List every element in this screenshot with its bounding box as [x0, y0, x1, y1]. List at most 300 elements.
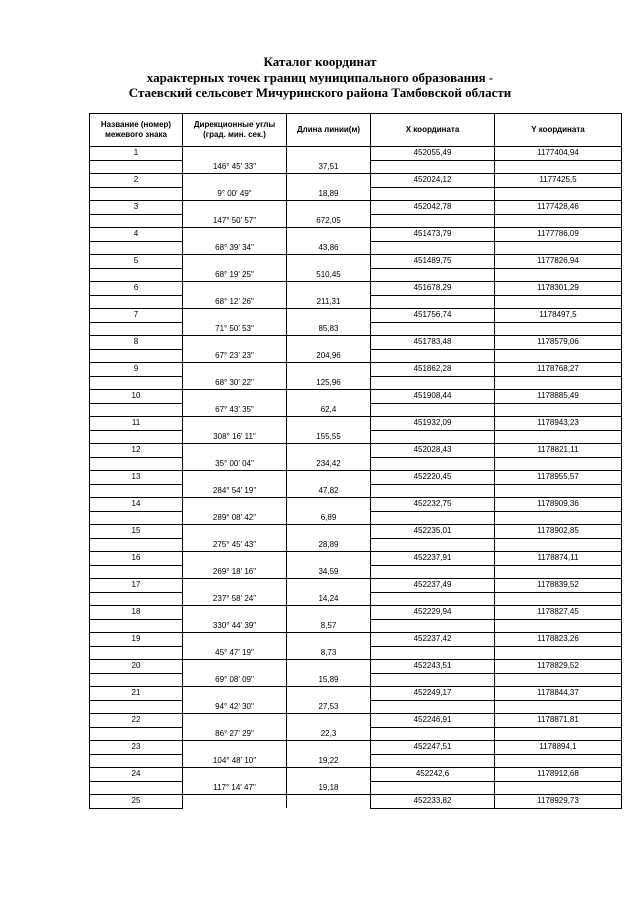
angle-empty — [183, 606, 287, 620]
x-empty — [371, 376, 495, 390]
point-y: 1178821,11 — [495, 444, 622, 458]
segment-angle: 237° 58' 24" — [183, 592, 287, 606]
point-y: 1177428,46 — [495, 201, 622, 215]
point-x: 451862,28 — [371, 363, 495, 377]
segment-length: 204,96 — [287, 349, 371, 363]
angle-empty — [183, 228, 287, 242]
point-name: 6 — [90, 282, 183, 296]
segment-angle: 94° 42' 30" — [183, 700, 287, 714]
segment-angle: 71° 50' 53" — [183, 322, 287, 336]
segment-length: 672,05 — [287, 214, 371, 228]
point-row — [90, 471, 622, 485]
segment-angle: 35° 00' 04" — [183, 457, 287, 471]
point-name: 3 — [90, 201, 183, 215]
x-empty — [371, 484, 495, 498]
point-row — [90, 687, 622, 701]
segment-angle: 147° 50' 57" — [183, 214, 287, 228]
point-x: 452220,45 — [371, 471, 495, 485]
segment-length: 28,89 — [287, 538, 371, 552]
point-row — [90, 228, 622, 242]
point-name: 20 — [90, 660, 183, 674]
point-row — [90, 579, 622, 593]
angle-empty — [183, 255, 287, 269]
name-empty — [90, 646, 183, 660]
name-empty — [90, 160, 183, 174]
segment-angle: 104° 48' 10" — [183, 754, 287, 768]
coordinates-table — [89, 113, 622, 809]
name-empty — [90, 781, 183, 795]
coordinates-body — [90, 147, 622, 809]
segment-row — [90, 160, 622, 174]
y-empty — [495, 241, 622, 255]
point-name: 10 — [90, 390, 183, 404]
length-empty — [287, 660, 371, 674]
point-x: 452247,51 — [371, 741, 495, 755]
point-y: 1178768,27 — [495, 363, 622, 377]
length-empty — [287, 606, 371, 620]
point-y: 1177404,94 — [495, 147, 622, 161]
point-y: 1178955,57 — [495, 471, 622, 485]
segment-row — [90, 565, 622, 579]
length-empty — [287, 741, 371, 755]
point-x: 452242,6 — [371, 768, 495, 782]
y-empty — [495, 511, 622, 525]
point-x: 452243,51 — [371, 660, 495, 674]
name-empty — [90, 268, 183, 282]
angle-empty — [183, 498, 287, 512]
length-empty — [287, 228, 371, 242]
point-x: 452055,49 — [371, 147, 495, 161]
x-empty — [371, 754, 495, 768]
segment-row — [90, 268, 622, 282]
y-empty — [495, 430, 622, 444]
segment-angle: 45° 47' 19" — [183, 646, 287, 660]
angle-empty — [183, 633, 287, 647]
angle-empty — [183, 336, 287, 350]
x-empty — [371, 781, 495, 795]
x-empty — [371, 322, 495, 336]
length-empty — [287, 552, 371, 566]
catalog-title: Каталог координат — [263, 54, 377, 69]
point-y: 1178874,11 — [495, 552, 622, 566]
point-y: 1177425,5 — [495, 174, 622, 188]
y-empty — [495, 376, 622, 390]
x-empty — [371, 538, 495, 552]
segment-length: 155,55 — [287, 430, 371, 444]
segment-row — [90, 754, 622, 768]
x-empty — [371, 241, 495, 255]
length-empty — [287, 309, 371, 323]
length-empty — [287, 687, 371, 701]
point-x: 452237,49 — [371, 579, 495, 593]
point-x: 451678,29 — [371, 282, 495, 296]
angle-empty — [183, 417, 287, 431]
y-empty — [495, 565, 622, 579]
angle-empty — [183, 147, 287, 161]
point-name: 13 — [90, 471, 183, 485]
point-x: 452028,43 — [371, 444, 495, 458]
segment-row — [90, 484, 622, 498]
point-y: 1178912,68 — [495, 768, 622, 782]
point-x: 451489,75 — [371, 255, 495, 269]
y-empty — [495, 457, 622, 471]
y-empty — [495, 754, 622, 768]
point-row — [90, 147, 622, 161]
segment-angle: 69° 08' 09" — [183, 673, 287, 687]
name-empty — [90, 349, 183, 363]
segment-angle: 275° 45' 43" — [183, 538, 287, 552]
length-empty — [287, 255, 371, 269]
point-y: 1178885,49 — [495, 390, 622, 404]
point-name: 19 — [90, 633, 183, 647]
catalog-subtitle: характерных точек границ муниципального образования - — [146, 70, 494, 85]
x-empty — [371, 160, 495, 174]
segment-row — [90, 781, 622, 795]
point-name: 23 — [90, 741, 183, 755]
point-x: 451908,44 — [371, 390, 495, 404]
length-empty — [287, 363, 371, 377]
point-row — [90, 282, 622, 296]
y-empty — [495, 214, 622, 228]
name-empty — [90, 565, 183, 579]
y-empty — [495, 592, 622, 606]
angle-empty — [183, 579, 287, 593]
name-empty — [90, 322, 183, 336]
angle-empty — [183, 282, 287, 296]
point-x: 452246,91 — [371, 714, 495, 728]
x-empty — [371, 511, 495, 525]
point-row — [90, 417, 622, 431]
segment-angle: 68° 39' 34" — [183, 241, 287, 255]
length-empty — [287, 633, 371, 647]
point-row — [90, 498, 622, 512]
name-empty — [90, 754, 183, 768]
segment-angle: 67° 43' 35" — [183, 403, 287, 417]
point-row — [90, 201, 622, 215]
segment-angle: 86° 27' 29" — [183, 727, 287, 741]
point-y: 1178823,26 — [495, 633, 622, 647]
segment-angle: 330° 44' 39" — [183, 619, 287, 633]
name-empty — [90, 592, 183, 606]
segment-angle: 117° 14' 47" — [183, 781, 287, 795]
point-name: 4 — [90, 228, 183, 242]
segment-length: 47,82 — [287, 484, 371, 498]
segment-length: 6,89 — [287, 511, 371, 525]
point-row — [90, 606, 622, 620]
segment-row — [90, 403, 622, 417]
segment-length: 62,4 — [287, 403, 371, 417]
point-name: 7 — [90, 309, 183, 323]
point-x: 451756,74 — [371, 309, 495, 323]
point-name: 22 — [90, 714, 183, 728]
segment-row — [90, 295, 622, 309]
point-name: 2 — [90, 174, 183, 188]
point-name: 18 — [90, 606, 183, 620]
point-row — [90, 660, 622, 674]
angle-empty — [183, 768, 287, 782]
name-empty — [90, 241, 183, 255]
length-empty — [287, 795, 371, 809]
segment-length: 27,53 — [287, 700, 371, 714]
segment-length: 85,83 — [287, 322, 371, 336]
length-empty — [287, 498, 371, 512]
length-empty — [287, 174, 371, 188]
point-x: 451932,09 — [371, 417, 495, 431]
point-row — [90, 714, 622, 728]
name-empty — [90, 538, 183, 552]
angle-empty — [183, 444, 287, 458]
angle-empty — [183, 660, 287, 674]
segment-angle: 269° 18' 16" — [183, 565, 287, 579]
point-y: 1177826,94 — [495, 255, 622, 269]
segment-row — [90, 430, 622, 444]
segment-angle: 67° 23' 23" — [183, 349, 287, 363]
y-empty — [495, 484, 622, 498]
point-name: 14 — [90, 498, 183, 512]
point-y: 1178827,45 — [495, 606, 622, 620]
length-empty — [287, 417, 371, 431]
name-empty — [90, 511, 183, 525]
point-row — [90, 255, 622, 269]
x-empty — [371, 268, 495, 282]
x-empty — [371, 592, 495, 606]
point-y: 1178871,81 — [495, 714, 622, 728]
name-empty — [90, 619, 183, 633]
point-y: 1178301,29 — [495, 282, 622, 296]
point-name: 1 — [90, 147, 183, 161]
point-y: 1177786,09 — [495, 228, 622, 242]
length-empty — [287, 336, 371, 350]
point-row — [90, 633, 622, 647]
point-y: 1178929,73 — [495, 795, 622, 809]
point-row — [90, 390, 622, 404]
x-empty — [371, 700, 495, 714]
y-empty — [495, 160, 622, 174]
point-x: 452042,78 — [371, 201, 495, 215]
point-x: 452233,82 — [371, 795, 495, 809]
point-y: 1178909,36 — [495, 498, 622, 512]
point-x: 452249,17 — [371, 687, 495, 701]
point-x: 452229,94 — [371, 606, 495, 620]
point-name: 11 — [90, 417, 183, 431]
y-empty — [495, 187, 622, 201]
point-row — [90, 552, 622, 566]
angle-empty — [183, 174, 287, 188]
name-empty — [90, 727, 183, 741]
segment-length: 22,3 — [287, 727, 371, 741]
header-x: X координата — [371, 114, 495, 147]
point-x: 452024,12 — [371, 174, 495, 188]
segment-angle: 284° 54' 19" — [183, 484, 287, 498]
length-empty — [287, 471, 371, 485]
point-name: 24 — [90, 768, 183, 782]
segment-length: 18,89 — [287, 187, 371, 201]
name-empty — [90, 673, 183, 687]
segment-length: 125,96 — [287, 376, 371, 390]
segment-length: 14,24 — [287, 592, 371, 606]
segment-angle: 68° 12' 26" — [183, 295, 287, 309]
segment-length: 8,73 — [287, 646, 371, 660]
length-empty — [287, 444, 371, 458]
segment-row — [90, 457, 622, 471]
y-empty — [495, 727, 622, 741]
segment-row — [90, 700, 622, 714]
y-empty — [495, 619, 622, 633]
x-empty — [371, 403, 495, 417]
point-y: 1178902,85 — [495, 525, 622, 539]
segment-row — [90, 349, 622, 363]
point-row — [90, 444, 622, 458]
point-name: 17 — [90, 579, 183, 593]
name-empty — [90, 295, 183, 309]
point-name: 12 — [90, 444, 183, 458]
point-row — [90, 525, 622, 539]
name-empty — [90, 430, 183, 444]
segment-angle: 9° 00' 49" — [183, 187, 287, 201]
point-y: 1178579,06 — [495, 336, 622, 350]
segment-angle: 68° 30' 22" — [183, 376, 287, 390]
length-empty — [287, 525, 371, 539]
length-empty — [287, 282, 371, 296]
point-name: 15 — [90, 525, 183, 539]
length-empty — [287, 768, 371, 782]
segment-length: 234,42 — [287, 457, 371, 471]
x-empty — [371, 187, 495, 201]
segment-angle: 68° 19' 25" — [183, 268, 287, 282]
x-empty — [371, 565, 495, 579]
segment-length: 8,57 — [287, 619, 371, 633]
point-name: 9 — [90, 363, 183, 377]
point-name: 16 — [90, 552, 183, 566]
segment-row — [90, 646, 622, 660]
point-y: 1178497,5 — [495, 309, 622, 323]
x-empty — [371, 727, 495, 741]
point-x: 451473,79 — [371, 228, 495, 242]
y-empty — [495, 403, 622, 417]
angle-empty — [183, 714, 287, 728]
x-empty — [371, 619, 495, 633]
x-empty — [371, 349, 495, 363]
y-empty — [495, 268, 622, 282]
angle-empty — [183, 390, 287, 404]
y-empty — [495, 295, 622, 309]
segment-row — [90, 538, 622, 552]
point-row — [90, 768, 622, 782]
point-row — [90, 336, 622, 350]
point-x: 452232,75 — [371, 498, 495, 512]
name-empty — [90, 187, 183, 201]
angle-empty — [183, 363, 287, 377]
segment-length: 34,59 — [287, 565, 371, 579]
angle-empty — [183, 741, 287, 755]
segment-row — [90, 727, 622, 741]
segment-row — [90, 673, 622, 687]
y-empty — [495, 700, 622, 714]
y-empty — [495, 322, 622, 336]
point-x: 452237,42 — [371, 633, 495, 647]
point-y: 1178894,1 — [495, 741, 622, 755]
x-empty — [371, 457, 495, 471]
point-x: 451783,48 — [371, 336, 495, 350]
length-empty — [287, 147, 371, 161]
angle-empty — [183, 309, 287, 323]
segment-length: 211,31 — [287, 295, 371, 309]
point-row — [90, 795, 622, 809]
segment-angle: 308° 16' 11" — [183, 430, 287, 444]
x-empty — [371, 214, 495, 228]
segment-row — [90, 592, 622, 606]
segment-length: 15,89 — [287, 673, 371, 687]
segment-row — [90, 619, 622, 633]
length-empty — [287, 579, 371, 593]
length-empty — [287, 201, 371, 215]
angle-empty — [183, 201, 287, 215]
point-y: 1178943,23 — [495, 417, 622, 431]
angle-empty — [183, 552, 287, 566]
length-empty — [287, 390, 371, 404]
point-row — [90, 309, 622, 323]
header-y: Y координата — [495, 114, 622, 147]
segment-row — [90, 322, 622, 336]
angle-empty — [183, 525, 287, 539]
length-empty — [287, 714, 371, 728]
x-empty — [371, 673, 495, 687]
y-empty — [495, 673, 622, 687]
segment-angle: 146° 45' 33" — [183, 160, 287, 174]
header-angle: Дирекционные углы (град. мин. сек.) — [183, 114, 287, 147]
x-empty — [371, 646, 495, 660]
segment-length: 37,51 — [287, 160, 371, 174]
segment-row — [90, 241, 622, 255]
name-empty — [90, 376, 183, 390]
point-x: 452235,01 — [371, 525, 495, 539]
segment-length: 510,45 — [287, 268, 371, 282]
point-name: 8 — [90, 336, 183, 350]
name-empty — [90, 403, 183, 417]
name-empty — [90, 484, 183, 498]
segment-row — [90, 376, 622, 390]
segment-length: 43,86 — [287, 241, 371, 255]
point-name: 21 — [90, 687, 183, 701]
header-length: Длина линии(м) — [287, 114, 371, 147]
name-empty — [90, 214, 183, 228]
name-empty — [90, 457, 183, 471]
point-y: 1178844,37 — [495, 687, 622, 701]
angle-empty — [183, 687, 287, 701]
segment-length: 19,22 — [287, 754, 371, 768]
segment-row — [90, 187, 622, 201]
point-y: 1178839,52 — [495, 579, 622, 593]
segment-row — [90, 214, 622, 228]
catalog-region: Стаевский сельсовет Мичуринского района Тамбовской области — [128, 85, 512, 100]
segment-length: 19,18 — [287, 781, 371, 795]
angle-empty — [183, 795, 287, 809]
y-empty — [495, 781, 622, 795]
y-empty — [495, 646, 622, 660]
point-name: 5 — [90, 255, 183, 269]
point-row — [90, 741, 622, 755]
x-empty — [371, 295, 495, 309]
y-empty — [495, 538, 622, 552]
y-empty — [495, 349, 622, 363]
segment-row — [90, 511, 622, 525]
name-empty — [90, 700, 183, 714]
point-name: 25 — [90, 795, 183, 809]
point-x: 452237,91 — [371, 552, 495, 566]
point-row — [90, 363, 622, 377]
x-empty — [371, 430, 495, 444]
point-row — [90, 174, 622, 188]
